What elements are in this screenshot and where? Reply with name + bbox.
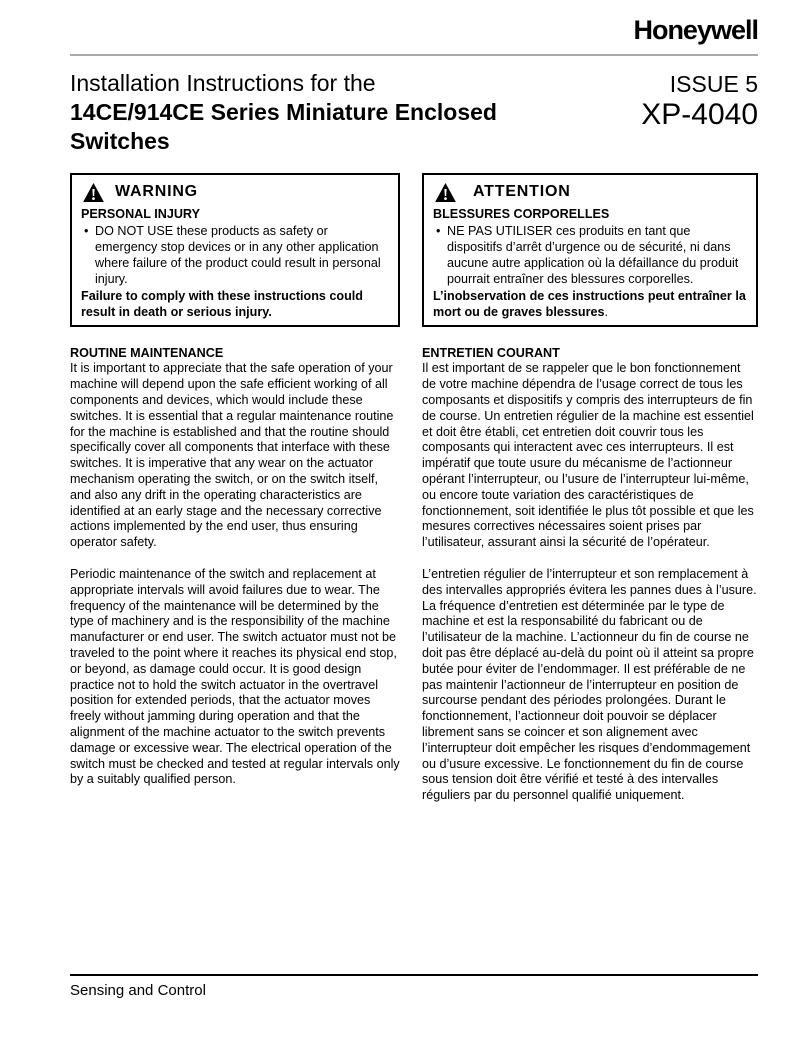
- french-column: [422, 173, 758, 804]
- warning-bullet-text: DO NOT USE these products as safety or emergency stop devices or in any other application where failure of the product could result in personal injury.: [95, 223, 381, 286]
- attention-consequence-period: .: [604, 304, 608, 319]
- warning-triangle-icon: [83, 183, 104, 202]
- attention-consequence-bold: L’inobservation de ces instructions peut entraîner la mort ou de graves blessures: [433, 288, 746, 319]
- footer-divider: [70, 974, 758, 976]
- attention-triangle-icon: [435, 183, 456, 202]
- attention-consequence: [433, 288, 747, 320]
- title-line-2: 14CE/914CE Series Miniature Enclosed: [70, 98, 497, 125]
- title-line-3: Switches: [70, 127, 170, 154]
- entretien-courant-section: [422, 346, 758, 804]
- entretien-courant-paragraph-1: Il est important de se rappeler que le bon fonctionnement de votre machine dépendra de l’usage correct de tous les composants et dispositifs y compris des interrupteurs de fin de course. Un entretien régulier de la machine est essentiel et doit être établi, cet entretien doit couvrir tous les composants qui interactent avec ces interrupteurs. Il est impératif que toute usure du mécanisme de l’actionneur opérant l’interrupteur, ou l’usure de l’interrupteur lui-même, ou encore toute variation des caractéristiques de fonctionnement, soit identifiée le plus tôt possible et que les mesures correctives nécessaires soient prises par l’utilisateur, assurant ainsi la sécurité de l’opérateur.: [422, 361, 754, 550]
- title-row: [70, 69, 758, 156]
- attention-bullet-item: [433, 223, 747, 287]
- english-column: [70, 173, 400, 804]
- routine-maintenance-heading: ROUTINE MAINTENANCE: [70, 345, 224, 360]
- issue-number: ISSUE 5: [669, 70, 758, 97]
- entretien-courant-heading: ENTRETIEN COURANT: [422, 345, 560, 360]
- warning-box: [70, 173, 400, 327]
- bullet-icon: •: [436, 223, 441, 238]
- footer-text: Sensing and Control: [70, 982, 206, 999]
- attention-box: [422, 173, 758, 327]
- attention-heading: BLESSURES CORPORELLES: [433, 206, 610, 221]
- issue-block: [641, 69, 758, 156]
- routine-maintenance-section: [70, 346, 400, 789]
- page-footer: [70, 974, 758, 999]
- title-line-1: Installation Instructions for the: [70, 69, 376, 96]
- warning-heading: PERSONAL INJURY: [81, 206, 200, 221]
- entretien-courant-paragraph-2: L’entretien régulier de l’interrupteur et son remplacement à des intervalles appropriés évitera les pannes dues à l’usure. La fréquence d’entretien est déterminée par le type de machine et est la responsabilité du fabricant ou de l’utilisateur de la machine. L’actionneur du fin de course ne doit pas être déplacé au-delà du point où il atteint sa propre butée pour éviter de l’endommager. Il est préférable de ne pas maintenir l’actionneur de l’interrupteur en position de surcourse pendant des périodes prolongées. Durant le fonctionnement, l’actionneur doit pouvoir se déplacer librement sans se coincer et son alignement avec l’interrupteur doit empêcher les risques d’endommagement ou d’usure excessive. Le fonctionnement du fin de course sous tension doit être vérifié et testé à des intervalles réguliers par du personnel qualifié uniquement.: [422, 567, 757, 803]
- page-content: [70, 0, 758, 804]
- warning-title-row: [81, 181, 389, 205]
- routine-maintenance-paragraph-2: Periodic maintenance of the switch and replacement at appropriate intervals will avoid failures due to wear. The frequency of the maintenance will be determined by the type of machinery and is the responsibility of the machine manufacturer or end user. The switch actuator must not be traveled to the point where it reaches its physical end stop, or beyond, as damage could occur. It is good design practice not to hold the switch actuator in the overtravel position for extended periods, that the actuator moves freely without jamming during operation and that the alignment of the machine actuator to the switch prevents damage or excessive wear. The electrical operation of the switch must be checked and tested at regular intervals only by a suitably qualified person.: [70, 567, 400, 787]
- two-column-body: [70, 173, 758, 804]
- attention-title-row: [433, 181, 747, 205]
- attention-bullet-text: NE PAS UTILISER ces produits en tant que dispositifs d’arrêt d’urgence ou de sécurité, ni dans aucune autre application où la défaillance du produit pourrait entraîner des blessures corporelles.: [447, 223, 739, 286]
- document-title: [70, 69, 540, 156]
- header-divider: [70, 54, 758, 56]
- warning-bullet-item: [81, 223, 389, 287]
- honeywell-logo: Honeywell: [633, 15, 758, 45]
- warning-title: WARNING: [115, 183, 198, 201]
- bullet-icon: •: [84, 223, 89, 238]
- warning-consequence: Failure to comply with these instructions could result in death or serious injury.: [81, 288, 363, 319]
- part-number: XP-4040: [641, 97, 758, 131]
- attention-title: ATTENTION: [473, 183, 571, 201]
- routine-maintenance-paragraph-1: It is important to appreciate that the safe operation of your machine will depend upon the safe efficient working of all components and devices, which would include these switches. It is essential that a regular maintenance routine for the machine is established and that the routine should specifically cover all components that interface with these switches. It is imperative that any wear on the actuator mechanism operating the switch, or on the switch itself, and also any drift in the operating characteristics are identified at an early stage and the necessary corrective actions implemented by the end user, thus ensuring operator safety.: [70, 361, 394, 550]
